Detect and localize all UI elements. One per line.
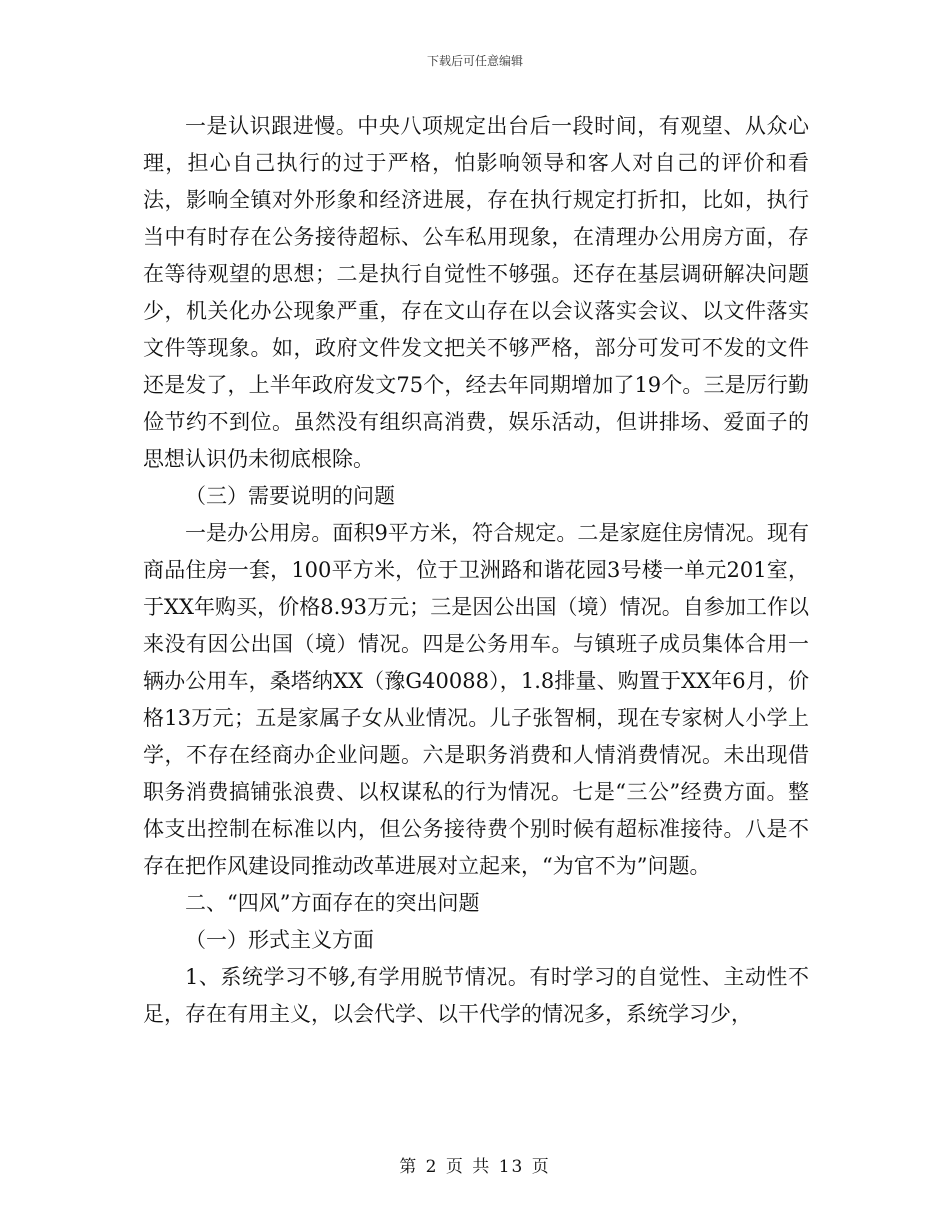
subsection-heading-formalism: （一）形式主义方面	[185, 928, 374, 952]
paragraph-understanding: 一是认识跟进慢。中央八项规定出台后一段时间，有观望、从众心理，担心自己执行的过于严格，怕影响领导和客人对自己的评价和看法，影响全镇对外形象和经济进展，存在执行规定打折扣，比如，执行当中有时存在公务接待超标、公车私用现象，在清理办公用房方面，存在等待观望的思想；二是执行自觉性不够强。还存在基层调研解决问题少，机关化办公现象严重，存在文山存在以会议落实会议、以文件落实文件等现象。如，政府文件发文把关不够严格，部分可发可不发的文件还是发了，上半年政府发文75个，经去年同期增加了19个。三是厉行勤俭节约不到位。虽然没有组织高消费，娱乐活动，但讲排场、爱面子的思想认识仍未彻底根除。	[143, 114, 809, 471]
paragraph-personal-situation: 一是办公用房。面积9平方米，符合规定。二是家庭住房情况。现有商品住房一套，100平方米，位于卫洲路和谐花园3号楼一单元201室，于XX年购买，价格8.93万元；三是因公出国（境）情况。自参加工作以来没有因公出国（境）情况。四是公务用车。与镇班子成员集体合用一辆办公用车，桑塔纳XX（豫G40088），1.8排量、购置于XX年6月，价格13万元；五是家属子女从业情况。儿子张智桐，现在专家树人小学上学，不存在经商办企业问题。六是职务消费和人情消费情况。未出现借职务消费搞铺张浪费、以权谋私的行为情况。七是“三公”经费方面。整体支出控制在标准以内，但公务接待费个别时候有超标准接待。八是不存在把作风建设同推动改革进展对立起来，“为官不为”问题。	[143, 521, 809, 878]
paragraph-study: 1、系统学习不够,有学用脱节情况。有时学习的自觉性、主动性不足，存在有用主义，以会代学、以干代学的情况多，系统学习少，	[143, 965, 809, 1026]
section-heading-four-winds: 二、“四风”方面存在的突出问题	[185, 891, 480, 915]
header-note: 下载后可任意编辑	[426, 54, 523, 68]
section-heading-issues-to-explain: （三）需要说明的问题	[185, 484, 395, 508]
page-number-footer: 第 2 页 共 13 页	[399, 1157, 551, 1177]
document-body	[143, 108, 809, 1033]
